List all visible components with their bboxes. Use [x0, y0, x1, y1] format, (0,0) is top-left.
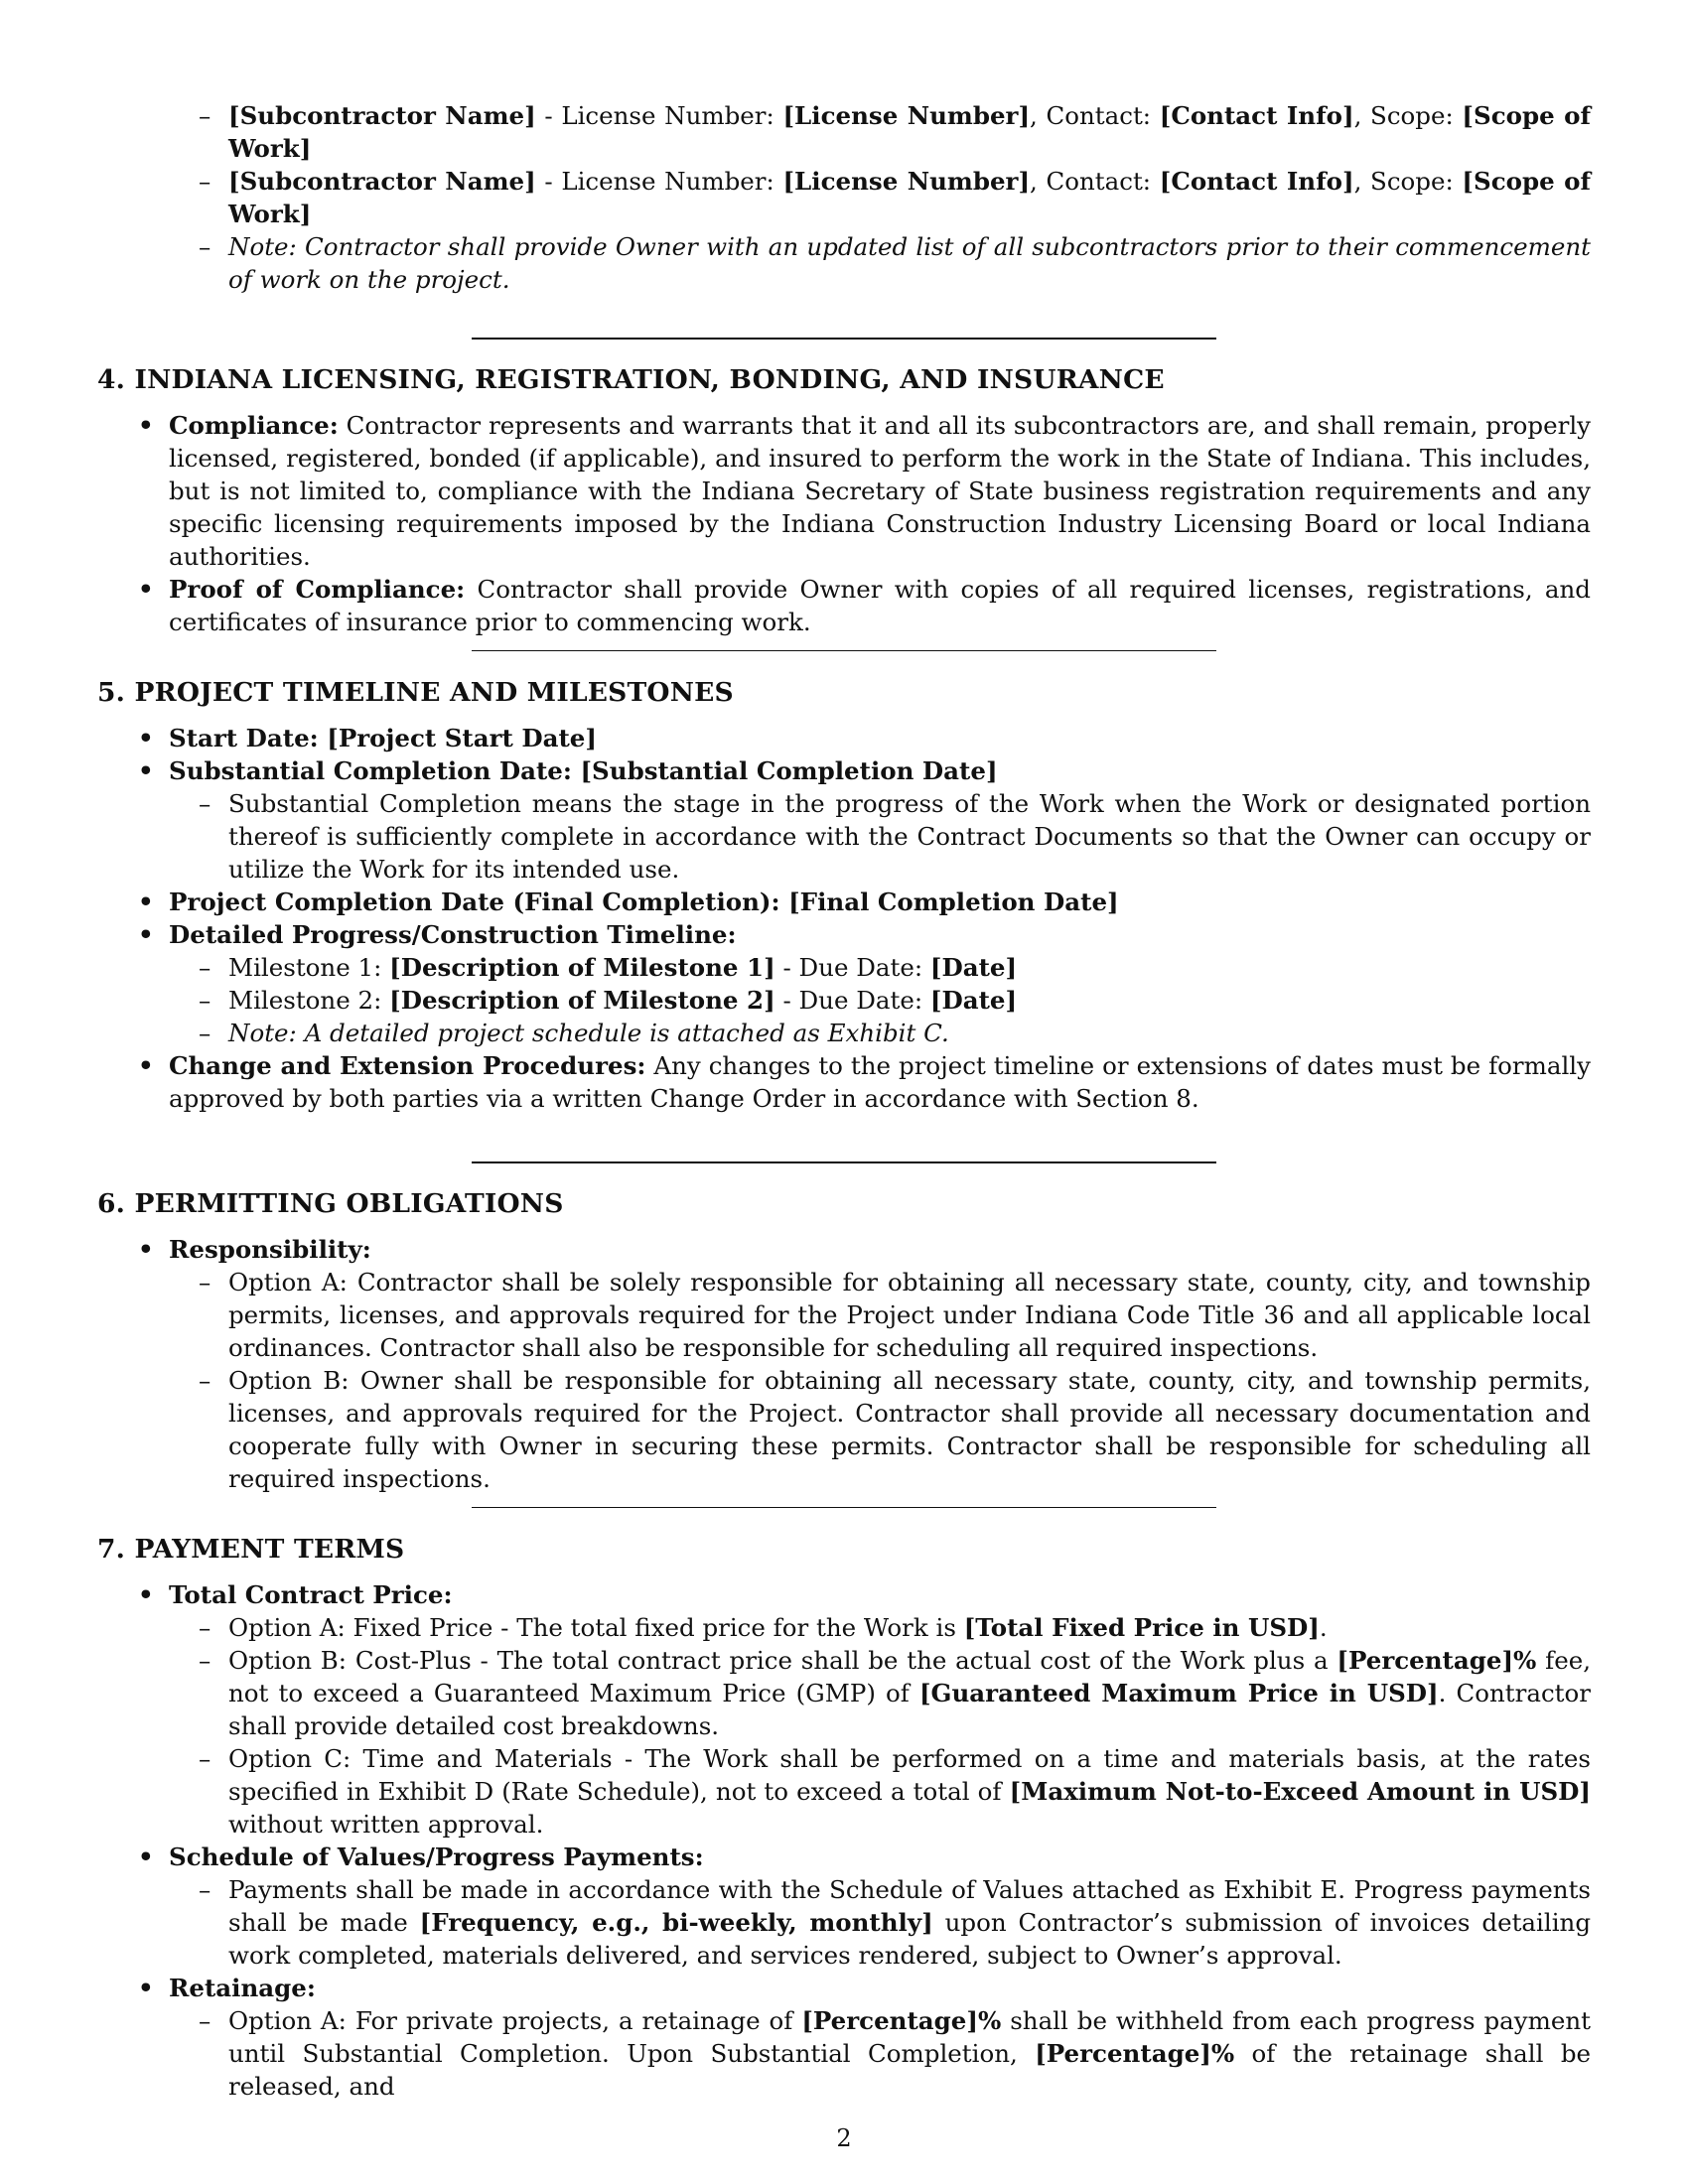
change-procedures-item: • Change and Extension Procedures: Any changes to the project timeline or extensions of dates must be formally approved by both parties via a written Change Order in accordance with Section 8. — [138, 1051, 1591, 1113]
section-divider — [472, 1161, 1216, 1163]
substantial-completion-definition: – Substantial Completion means the stage in the progress of the Work when the Work or designated portion thereof is sufficiently complete in accordance with the Contract Documents so that the Owner can occupy or utilize the Work for its intended use. — [199, 789, 1591, 884]
section-7 — [0, 1533, 1688, 2103]
total-contract-price-item: • Total Contract Price: — [138, 1580, 453, 1609]
price-option-b: – Option B: Cost-Plus - The total contract price shall be the actual cost of the Work plus a [Percentage]% fee, not to exceed a Guaranteed Maximum Price (GMP) of [Guaranteed Maximum Price in USD]. Contractor shall provide detailed cost breakdowns. — [199, 1646, 1591, 1740]
subcontractor-entry: – [Subcontractor Name] - License Number: [License Number], Contact: [Contact Info], Scope: [Scope of Work] — [199, 167, 1591, 228]
proof-of-compliance-item: • Proof of Compliance: Contractor shall provide Owner with copies of all required licenses, registrations, and certificates of insurance prior to commencing work. — [138, 575, 1591, 636]
permit-option-a: – Option A: Contractor shall be solely responsible for obtaining all necessary state, county, city, and township permits, licenses, and approvals required for the Project under Indiana Code Title 36 and all applicable local ordinances. Contractor shall also be responsible for scheduling all required inspections. — [199, 1268, 1591, 1362]
schedule-of-values-item: • Schedule of Values/Progress Payments: — [138, 1843, 704, 1871]
section-6 — [0, 1187, 1688, 1495]
final-completion-item: • Project Completion Date (Final Completion): [Final Completion Date] — [138, 887, 1119, 916]
timeline-item: • Detailed Progress/Construction Timeline: — [138, 920, 737, 949]
section-6-title: 6. PERMITTING OBLIGATIONS — [97, 1188, 564, 1219]
page-number: 2 — [836, 2124, 852, 2152]
section-divider — [472, 338, 1216, 340]
subcontractor-list — [0, 99, 1688, 296]
section-divider — [472, 650, 1216, 651]
responsibility-item: • Responsibility: — [138, 1235, 371, 1264]
section-5 — [0, 676, 1688, 1115]
section-4 — [0, 363, 1688, 638]
section-4-title: 4. INDIANA LICENSING, REGISTRATION, BONDING, AND INSURANCE — [97, 364, 1165, 395]
schedule-note: – Note: A detailed project schedule is attached as Exhibit C. — [199, 1019, 949, 1047]
price-option-c: – Option C: Time and Materials - The Work shall be performed on a time and materials basis, at the rates specified in Exhibit D (Rate Schedule), not to exceed a total of [Maximum Not-to-Exceed Amount in USD] without written approval. — [199, 1744, 1591, 1839]
substantial-completion-item: • Substantial Completion Date: [Substantial Completion Date] — [138, 756, 998, 785]
subcontractor-note: – Note: Contractor shall provide Owner with an updated list of all subcontractors prior to their commencement of work on the project. — [199, 232, 1591, 294]
subcontractor-entry: – [Subcontractor Name] - License Number: [License Number], Contact: [Contact Info], Scope: [Scope of Work] — [199, 101, 1591, 163]
milestone-item: – Milestone 2: [Description of Milestone 2] - Due Date: [Date] — [199, 986, 1018, 1015]
section-5-title: 5. PROJECT TIMELINE AND MILESTONES — [97, 677, 734, 708]
section-7-title: 7. PAYMENT TERMS — [97, 1534, 405, 1565]
retainage-option-a: – Option A: For private projects, a retainage of [Percentage]% shall be withheld from each progress payment until Substantial Completion. Upon Substantial Completion, [Percentage]% of the retainage shall be released, and — [199, 2006, 1591, 2101]
permit-option-b: – Option B: Owner shall be responsible for obtaining all necessary state, county, city, and township permits, licenses, and approvals required for the Project. Contractor shall provide all necessary documentation and cooperate fully with Owner in securing these permits. Contractor shall be responsible for scheduling all required inspections. — [199, 1366, 1591, 1493]
start-date-item: • Start Date: [Project Start Date] — [138, 724, 597, 752]
section-divider — [472, 1507, 1216, 1508]
retainage-item: • Retainage: — [138, 1974, 316, 2002]
price-option-a: – Option A: Fixed Price - The total fixed price for the Work is [Total Fixed Price in USD]. — [199, 1613, 1328, 1642]
progress-payments-text: – Payments shall be made in accordance with the Schedule of Values attached as Exhibit E. Progress payments shall be made [Frequency, e.g., bi-weekly, monthly] upon Contractor’s submission of invoices detailing work completed, materials delivered, and services rendered, subject to Owner’s approval. — [199, 1875, 1592, 1970]
milestone-item: – Milestone 1: [Description of Milestone 1] - Due Date: [Date] — [199, 953, 1018, 982]
compliance-item: • Compliance: Contractor represents and warrants that it and all its subcontractors are, and shall remain, properly licensed, registered, bonded (if applicable), and insured to perform the work in the State of Indiana. This includes, but is not limited to, compliance with the Indiana Secretary of State business registration requirements and any specific licensing requirements imposed by the Indiana Construction Industry Licensing Board or local Indiana authorities. — [138, 411, 1591, 571]
